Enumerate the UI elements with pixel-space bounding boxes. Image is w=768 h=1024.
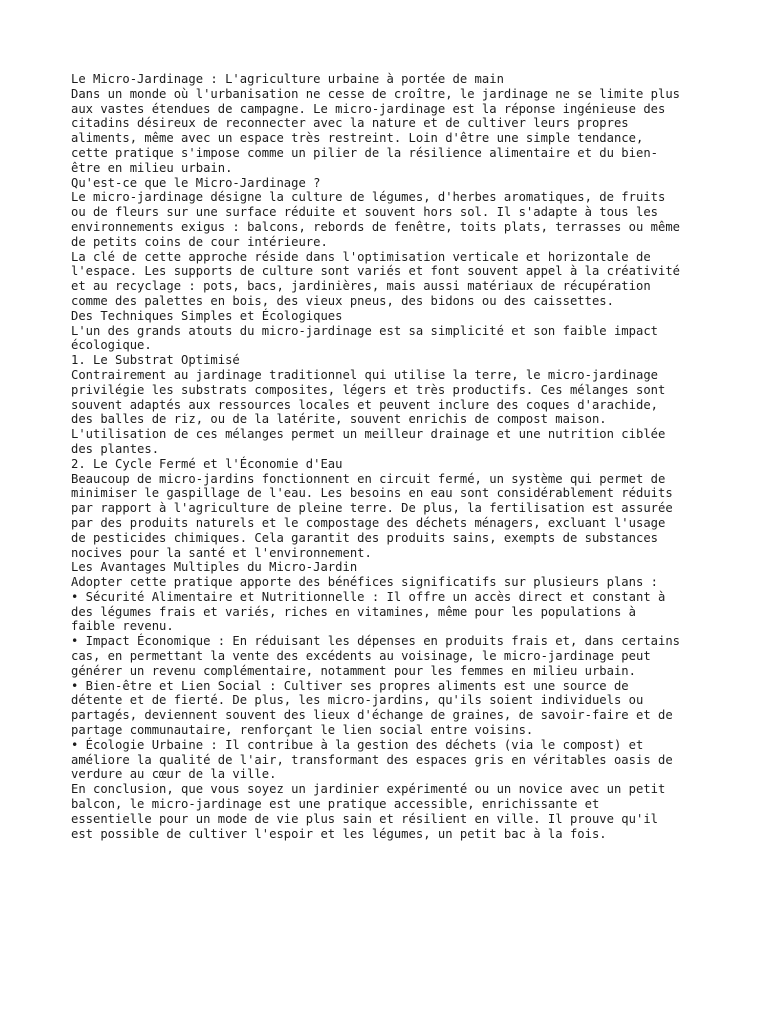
text-line: de petits coins de cour intérieure.	[71, 234, 328, 249]
text-line: minimiser le gaspillage de l'eau. Les besoins en eau sont considérablement réduits	[71, 486, 673, 501]
text-line: citadins désireux de reconnecter avec la nature et de cultiver leurs propres	[71, 116, 629, 131]
text-line: améliore la qualité de l'air, transformant des espaces gris en véritables oasis de	[71, 752, 673, 767]
text-line: verdure au cœur de la ville.	[71, 767, 277, 782]
text-line: • Bien-être et Lien Social : Cultiver ses propres aliments est une source de	[71, 678, 629, 693]
text-line: par des produits naturels et le compostage des déchets ménagers, excluant l'usage	[71, 515, 666, 530]
document-body	[71, 72, 711, 841]
text-line: Le micro-jardinage désigne la culture de légumes, d'herbes aromatiques, de fruits	[71, 190, 666, 205]
text-line: de pesticides chimiques. Cela garantit des produits sains, exempts de substances	[71, 530, 658, 545]
text-line: et au recyclage : pots, bacs, jardinières, mais aussi matériaux de récupération	[71, 279, 651, 294]
text-line: 2. Le Cycle Fermé et l'Économie d'Eau	[71, 456, 343, 471]
text-line: faible revenu.	[71, 619, 174, 634]
text-line: • Écologie Urbaine : Il contribue à la gestion des déchets (via le compost) et	[71, 737, 644, 752]
text-line: balcon, le micro-jardinage est une pratique accessible, enrichissante et	[71, 797, 600, 812]
text-line: souvent adaptés aux ressources locales et peuvent inclure des coques d'arachide,	[71, 397, 658, 412]
text-line: L'un des grands atouts du micro-jardinage est sa simplicité et son faible impact	[71, 323, 658, 338]
text-line: partage communautaire, renforçant le lien social entre voisins.	[71, 723, 534, 738]
text-line: détente et de fierté. De plus, les micro-jardins, qu'ils soient individuels ou	[71, 693, 644, 708]
text-line: essentielle pour un mode de vie plus sain et résilient en ville. Il prouve qu'il	[71, 811, 658, 826]
text-line: des balles de riz, ou de la latérite, souvent enrichis de compost maison.	[71, 412, 607, 427]
text-line: environnements exigus : balcons, rebords de fenêtre, toits plats, terrasses ou même	[71, 219, 681, 234]
text-line: générer un revenu complémentaire, notamment pour les femmes en milieu urbain.	[71, 663, 636, 678]
text-line: partagés, deviennent souvent des lieux d'échange de graines, de savoir-faire et de	[71, 708, 673, 723]
text-line: Les Avantages Multiples du Micro-Jardin	[71, 560, 358, 575]
text-line: ou de fleurs sur une surface réduite et souvent hors sol. Il s'adapte à tous les	[71, 205, 658, 220]
text-line: est possible de cultiver l'espoir et les légumes, un petit bac à la fois.	[71, 826, 607, 841]
text-line: aux vastes étendues de campagne. Le micro-jardinage est la réponse ingénieuse des	[71, 101, 666, 116]
text-line: des plantes.	[71, 441, 160, 456]
text-line: En conclusion, que vous soyez un jardinier expérimenté ou un novice avec un petit	[71, 782, 666, 797]
text-line: Dans un monde où l'urbanisation ne cesse de croître, le jardinage ne se limite plus	[71, 86, 681, 101]
text-line: Des Techniques Simples et Écologiques	[71, 308, 343, 323]
text-line: Contrairement au jardinage traditionnel qui utilise la terre, le micro-jardinage	[71, 367, 658, 382]
text-line: • Sécurité Alimentaire et Nutritionnelle : Il offre un accès direct et constant à	[71, 589, 666, 604]
text-line: comme des palettes en bois, des vieux pneus, des bidons ou des caissettes.	[71, 293, 614, 308]
text-line: cas, en permettant la vente des excédents au voisinage, le micro-jardinage peut	[71, 649, 651, 664]
text-line: La clé de cette approche réside dans l'optimisation verticale et horizontale de	[71, 249, 651, 264]
text-line: l'espace. Les supports de culture sont variés et font souvent appel à la créativité	[71, 264, 681, 279]
text-line: Adopter cette pratique apporte des bénéfices significatifs sur plusieurs plans :	[71, 575, 658, 590]
text-line: Le Micro-Jardinage : L'agriculture urbaine à portée de main	[71, 72, 504, 86]
text-line: des légumes frais et variés, riches en vitamines, même pour les populations à	[71, 604, 636, 619]
text-line: être en milieu urbain.	[71, 160, 233, 175]
text-line: • Impact Économique : En réduisant les dépenses en produits frais et, dans certains	[71, 634, 681, 649]
text-line: écologique.	[71, 338, 152, 353]
text-line: cette pratique s'impose comme un pilier de la résilience alimentaire et du bien-	[71, 145, 658, 160]
text-line: 1. Le Substrat Optimisé	[71, 353, 240, 368]
text-line: nocives pour la santé et l'environnement.	[71, 545, 372, 560]
text-line: par rapport à l'agriculture de pleine terre. De plus, la fertilisation est assurée	[71, 501, 673, 516]
text-line: aliments, même avec un espace très restreint. Loin d'être une simple tendance,	[71, 131, 644, 146]
text-line: L'utilisation de ces mélanges permet un meilleur drainage et une nutrition ciblée	[71, 427, 666, 442]
text-line: Beaucoup de micro-jardins fonctionnent en circuit fermé, un système qui permet de	[71, 471, 666, 486]
text-line: Qu'est-ce que le Micro-Jardinage ?	[71, 175, 321, 190]
text-line: privilégie les substrats composites, légers et très productifs. Ces mélanges sont	[71, 382, 666, 397]
